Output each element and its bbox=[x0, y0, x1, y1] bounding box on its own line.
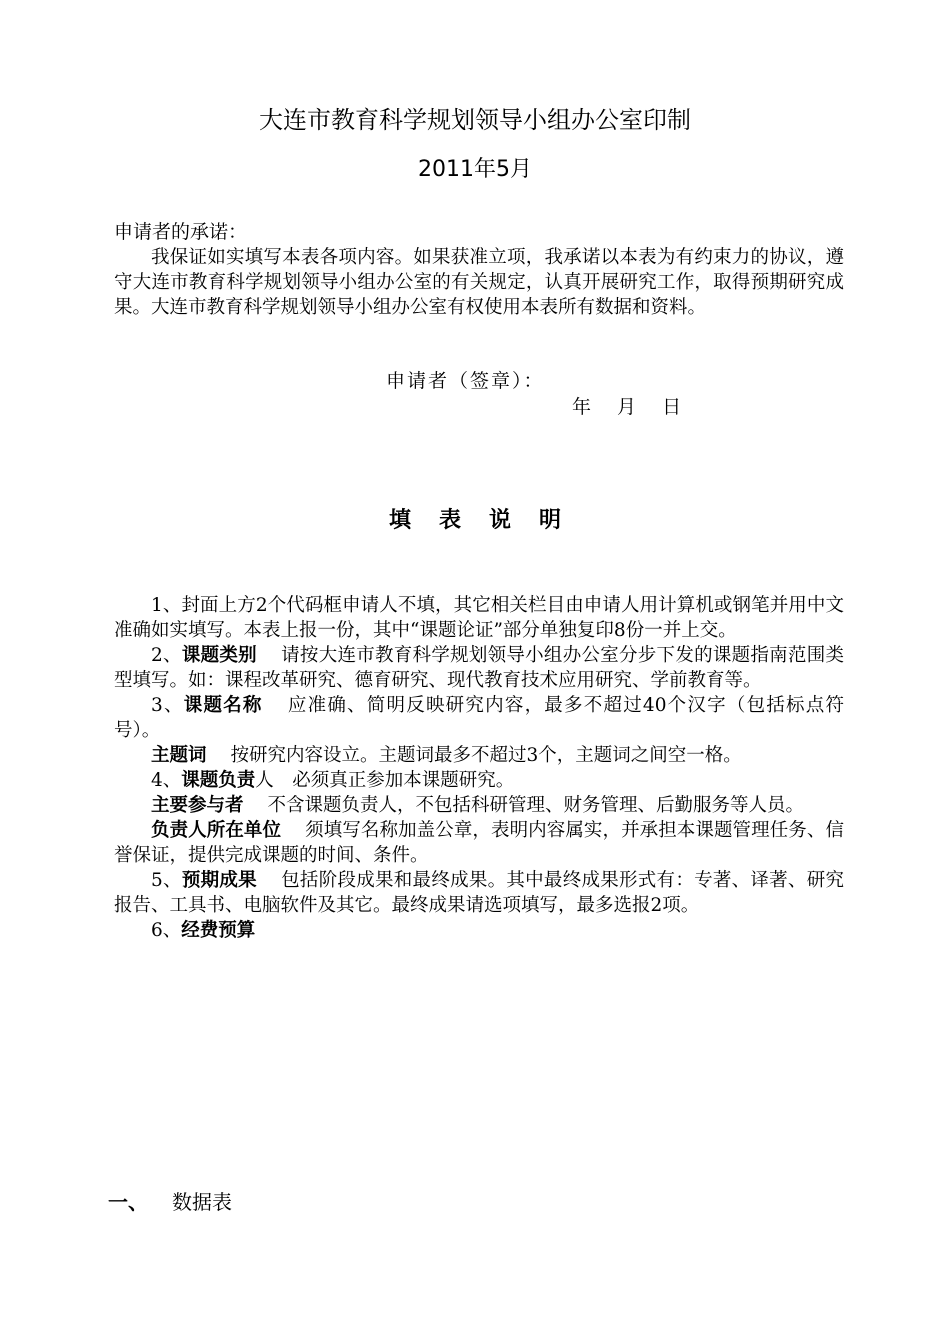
section-number: 一、 bbox=[108, 1190, 148, 1214]
item-term: 课题类别 bbox=[181, 645, 257, 666]
item-text: 包括阶段成果和最终成果。其中最终成果形式有：专著、译著、研究报告、工具书、电脑软件及其它。最终成果请选项填写，最多选报2项。 bbox=[114, 870, 844, 916]
item-term: 负责人所在单位 bbox=[151, 820, 282, 841]
item-term: 主题词 bbox=[151, 745, 207, 766]
signature-date: 年 月 日 bbox=[572, 396, 682, 418]
item-term: 经费预算 bbox=[181, 920, 256, 941]
instruction-item bbox=[114, 593, 844, 643]
instruction-item bbox=[114, 643, 844, 693]
item-text: 封面上方2个代码框申请人不填，其它相关栏目由申请人用计算机或钢笔并用中文准确如实填写。本表上报一份，其中“课题论证”部分单独复印8份一并上交。 bbox=[114, 595, 844, 641]
section-heading bbox=[108, 1188, 232, 1216]
item-term: 课题名称 bbox=[183, 695, 263, 716]
promise-heading: 申请者的承诺： bbox=[114, 221, 248, 243]
instruction-item bbox=[114, 868, 844, 918]
instruction-item bbox=[114, 793, 844, 818]
instruction-item bbox=[114, 693, 844, 743]
item-number: 4、 bbox=[151, 770, 182, 791]
instruction-item bbox=[114, 818, 844, 868]
signature-label: 申请者（签章）： bbox=[386, 370, 545, 392]
item-text: 按研究内容设立。主题词最多不超过3个，主题词之间空一格。 bbox=[230, 745, 742, 766]
item-number: 1、 bbox=[151, 595, 182, 616]
issue-date: 2011年5月 bbox=[418, 157, 532, 182]
issuing-office: 大连市教育科学规划领导小组办公室印制 bbox=[259, 106, 691, 134]
promise-body: 我保证如实填写本表各项内容。如果获准立项，我承诺以本表为有约束力的协议，遵守大连市教育科学规划领导小组办公室的有关规定，认真开展研究工作，取得预期研究成果。大连市教育科学规划领导小组办公室有权使用本表所有数据和资料。 bbox=[114, 247, 844, 318]
item-term: 课题负责 bbox=[181, 770, 256, 791]
instruction-item bbox=[114, 918, 844, 943]
item-text: 须填写名称加盖公章，表明内容属实，并承担本课题管理任务、信誉保证，提供完成课题的时间、条件。 bbox=[114, 820, 844, 866]
item-text: 人 必须真正参加本课题研究。 bbox=[255, 770, 515, 791]
item-text: 请按大连市教育科学规划领导小组办公室分步下发的课题指南范围类型填写。如：课程改革研究、德育研究、现代教育技术应用研究、学前教育等。 bbox=[114, 645, 844, 691]
section-title: 数据表 bbox=[172, 1190, 232, 1214]
item-number: 5、 bbox=[151, 870, 182, 891]
instruction-item bbox=[114, 768, 844, 793]
item-term: 预期成果 bbox=[181, 870, 257, 891]
item-number: 6、 bbox=[151, 920, 182, 941]
instruction-item bbox=[114, 743, 844, 768]
item-text: 不含课题负责人，不包括科研管理、财务管理、后勤服务等人员。 bbox=[267, 795, 805, 816]
instructions-list bbox=[114, 593, 844, 943]
item-term: 主要参与者 bbox=[151, 795, 244, 816]
item-number: 3、 bbox=[151, 695, 184, 716]
item-text: 应准确、简明反映研究内容，最多不超过40个汉字（包括标点符号）。 bbox=[114, 695, 844, 741]
instructions-title: 填表说明 bbox=[388, 507, 589, 533]
item-number: 2、 bbox=[151, 645, 182, 666]
